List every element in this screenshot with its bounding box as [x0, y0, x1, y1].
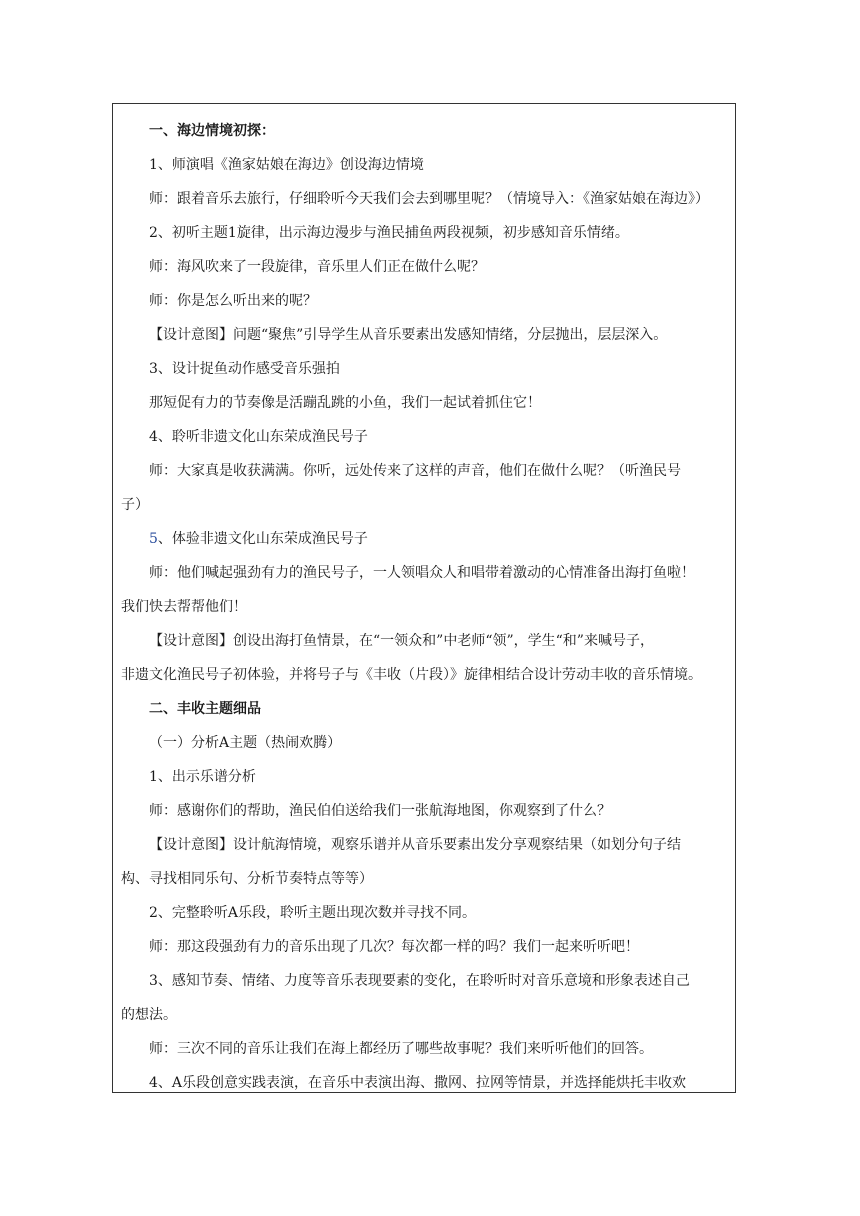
paragraph: 2、初听主题1旋律，出示海边漫步与渔民捕鱼两段视频，初步感知音乐情绪。 [149, 225, 629, 241]
sub-heading: （一）分析A主题（热闹欢腾） [149, 735, 342, 751]
list-text: 、体验非遗文化山东荣成渔民号子 [157, 531, 368, 547]
paragraph: 2、完整聆听A乐段，聆听主题出现次数并寻找不同。 [149, 905, 477, 921]
design-intent-note: 【设计意图】创设出海打鱼情景，在“一领众和”中老师“领”，学生“和”来喊号子， [149, 633, 654, 649]
section-heading-1: 一、海边情境初探： [149, 123, 275, 139]
paragraph-continuation: 非遗文化渔民号子初体验，并将号子与《丰收（片段）》旋律相结合设计劳动丰收的音乐情境。 [121, 667, 702, 683]
paragraph: 师：那这段强劲有力的音乐出现了几次？每次都一样的吗？我们一起来听听吧！ [149, 939, 639, 955]
paragraph: 师：他们喊起强劲有力的渔民号子，一人领唱众人和唱带着激动的心情准备出海打鱼啦！ [149, 565, 695, 581]
paragraph [121, 530, 368, 548]
paragraph-continuation: 构、寻找相同乐句、分析节奏特点等等） [121, 871, 373, 887]
paragraph: 1、师演唱《渔家姑娘在海边》创设海边情境 [149, 157, 424, 173]
paragraph: 1、出示乐谱分析 [149, 769, 256, 785]
paragraph-continuation: 的想法。 [121, 1007, 177, 1023]
section-heading-2: 二、丰收主题细品 [149, 701, 261, 717]
paragraph-continuation: 子） [121, 497, 149, 513]
design-intent-note: 【设计意图】设计航海情境，观察乐谱并从音乐要素出发分享观察结果（如划分句子结 [149, 837, 681, 853]
paragraph: 4、A乐段创意实践表演，在音乐中表演出海、撒网、拉网等情景，并选择能烘托丰收欢 [149, 1075, 687, 1091]
paragraph: 3、感知节奏、情绪、力度等音乐表现要素的变化，在聆听时对音乐意境和形象表述自己 [149, 973, 690, 989]
paragraph: 4、聆听非遗文化山东荣成渔民号子 [149, 429, 368, 445]
paragraph: 师：大家真是收获满满。你听，远处传来了这样的声音，他们在做什么呢？（听渔民号 [149, 463, 681, 479]
paragraph: 师：感谢你们的帮助，渔民伯伯送给我们一张航海地图，你观察到了什么？ [149, 803, 611, 819]
paragraph: 师：三次不同的音乐让我们在海上都经历了哪些故事呢？我们来听听他们的回答。 [149, 1041, 653, 1057]
paragraph: 师：海风吹来了一段旋律，音乐里人们正在做什么呢？ [149, 259, 485, 275]
paragraph-continuation: 我们快去帮帮他们！ [121, 599, 247, 615]
paragraph: 3、设计捉鱼动作感受音乐强拍 [149, 361, 340, 377]
design-intent-note: 【设计意图】问题“聚焦”引导学生从音乐要素出发感知情绪，分层抛出，层层深入。 [149, 327, 668, 343]
paragraph: 那短促有力的节奏像是活蹦乱跳的小鱼，我们一起试着抓住它！ [149, 395, 541, 411]
list-number: 5 [149, 531, 158, 547]
paragraph: 师：跟着音乐去旅行，仔细聆听今天我们会去到哪里呢？（情境导入：《渔家姑娘在海边》） [149, 191, 709, 207]
document-table-cell [112, 103, 736, 1093]
paragraph: 师：你是怎么听出来的呢？ [149, 293, 317, 309]
